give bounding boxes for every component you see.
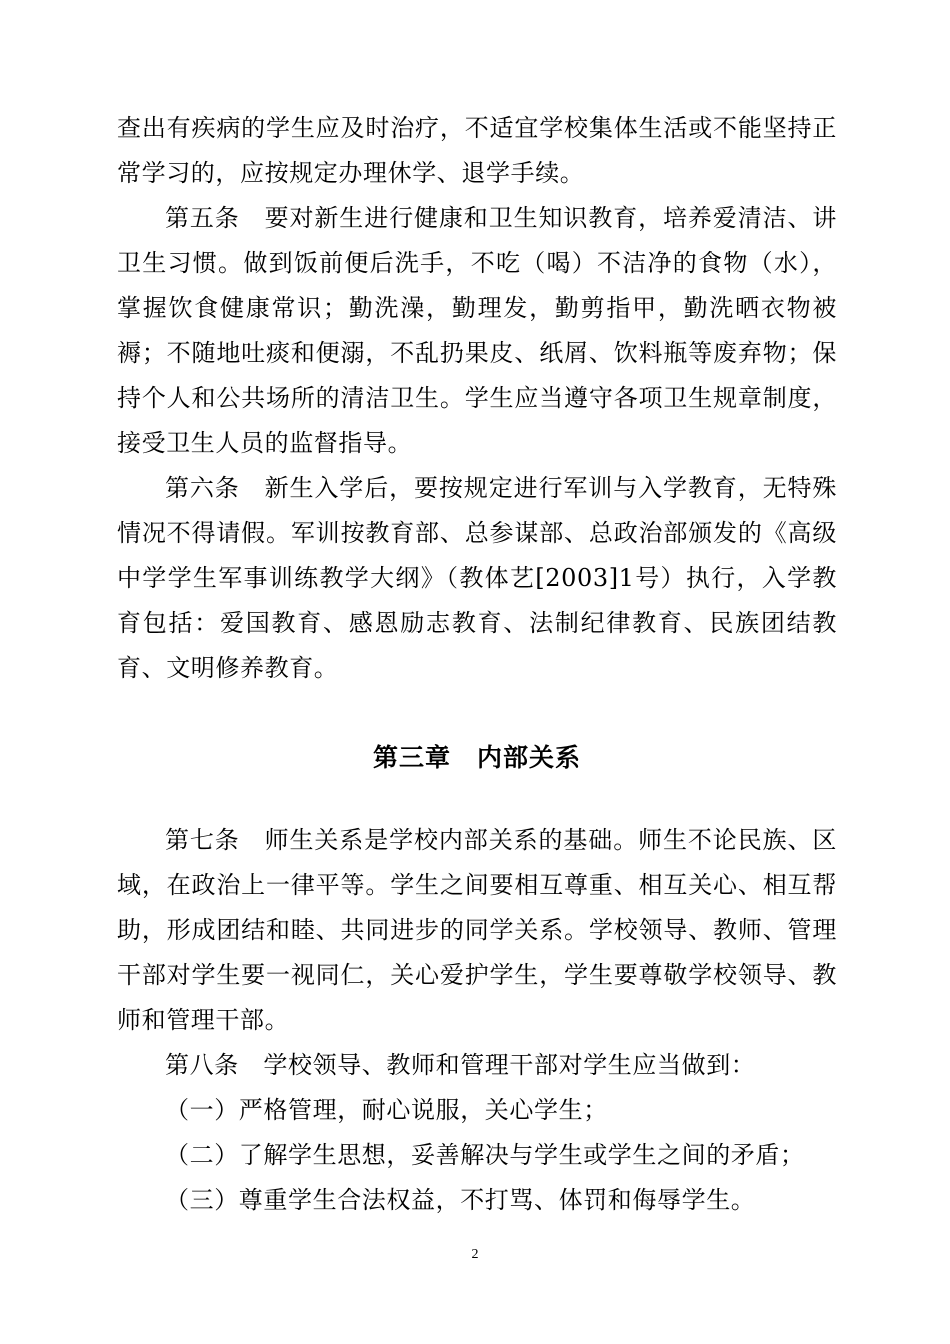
paragraph-continuation: 查出有疾病的学生应及时治疗，不适宜学校集体生活或不能坚持正常学习的，应按规定办理休学、退学手续。 bbox=[117, 114, 837, 187]
article-seven: 第七条 师生关系是学校内部关系的基础。师生不论民族、区域，在政治上一律平等。学生之间要相互尊重、相互关心、相互帮助，形成团结和睦、共同进步的同学关系。学校领导、教师、管理干部对学生要一视同仁，关心爱护学生，学生要尊敬学校领导、教师和管理干部。 bbox=[117, 826, 837, 1034]
page-number: 2 bbox=[471, 1247, 479, 1262]
list-item-one: （一）严格管理，耐心说服，关心学生； bbox=[165, 1096, 608, 1124]
page-body bbox=[117, 106, 837, 1223]
list-item-two: （二）了解学生思想，妥善解决与学生或学生之间的矛盾； bbox=[165, 1141, 805, 1169]
chapter-title: 第三章 内部关系 bbox=[372, 743, 581, 772]
list-item-three: （三）尊重学生合法权益，不打骂、体罚和侮辱学生。 bbox=[165, 1186, 756, 1214]
article-five: 第五条 要对新生进行健康和卫生知识教育，培养爱清洁、讲卫生习惯。做到饭前便后洗手，不吃（喝）不洁净的食物（水），掌握饮食健康常识；勤洗澡，勤理发，勤剪指甲，勤洗晒衣物被褥；不随地吐痰和便溺，不乱扔果皮、纸屑、饮料瓶等废弃物；保持个人和公共场所的清洁卫生。学生应当遵守各项卫生规章制度，接受卫生人员的监督指导。 bbox=[117, 204, 837, 457]
article-six: 第六条 新生入学后，要按规定进行军训与入学教育，无特殊情况不得请假。军训按教育部、总参谋部、总政治部颁发的《高级中学学生军事训练教学大纲》（教体艺[2003]1号）执行，入学教育包括：爱国教育、感恩励志教育、法制纪律教育、民族团结教育、文明修养教育。 bbox=[117, 474, 837, 682]
spacer bbox=[117, 780, 837, 818]
article-eight: 第八条 学校领导、教师和管理干部对学生应当做到： bbox=[165, 1051, 756, 1079]
spacer bbox=[117, 691, 837, 735]
